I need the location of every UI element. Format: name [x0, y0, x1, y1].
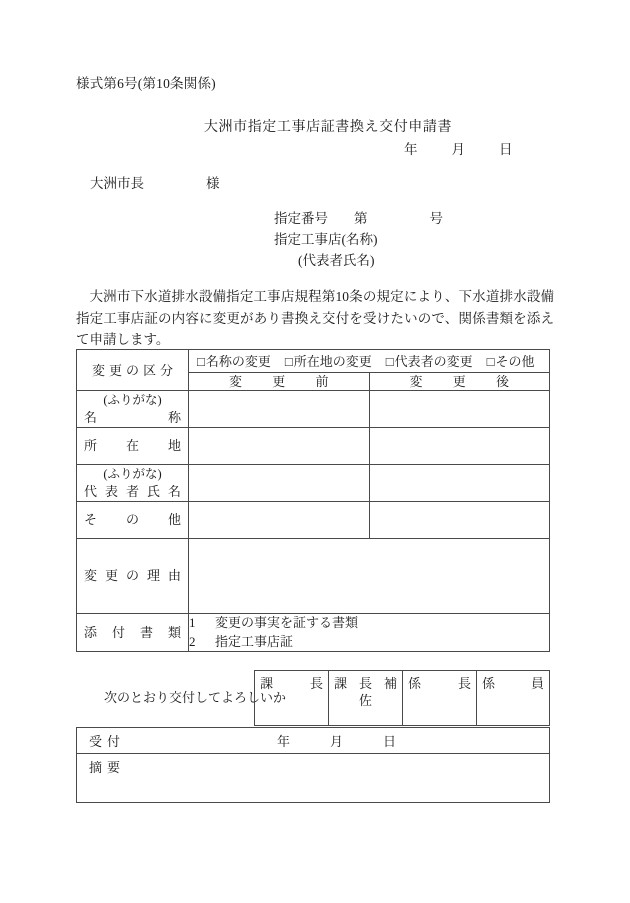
receipt-cell[interactable]	[77, 728, 550, 754]
row-label-other	[77, 502, 189, 539]
checkbox-address-change-label: 所在地の変更	[293, 354, 372, 369]
approval-question: 次のとおり交付してよろしいか	[103, 689, 286, 705]
row-label-representative-text: 代表者氏名	[84, 484, 181, 499]
before-column-header-cell	[189, 373, 370, 391]
row-furigana-name: (ふりがな)	[103, 393, 162, 407]
input-other-before[interactable]	[189, 502, 370, 539]
applicant-block	[274, 208, 443, 271]
page-title: 大洲市指定工事店証書換え交付申請書	[203, 120, 453, 135]
input-reason[interactable]	[189, 539, 550, 614]
approval-block	[76, 670, 550, 722]
addressee	[90, 172, 220, 192]
input-other-after[interactable]	[369, 502, 550, 539]
checkbox-other-change[interactable]: □	[486, 354, 495, 369]
attachment-text-2: 指定工事店証	[215, 633, 294, 649]
receipt-date-line	[277, 731, 396, 750]
stamp-header-row	[255, 671, 550, 726]
date-day-label: 日	[499, 142, 513, 157]
form-code: 様式第6号(第10条関係)	[76, 76, 216, 91]
row-label-representative	[77, 465, 189, 502]
checkbox-name-change-label: 名称の変更	[205, 354, 271, 369]
stamp-label-section-chief: 課長	[260, 676, 323, 691]
input-name-before[interactable]	[189, 391, 370, 428]
list-item	[189, 614, 549, 633]
stamp-cell-clerk[interactable]	[477, 671, 550, 726]
table-row-receipt	[77, 728, 550, 754]
body-paragraph: 大洲市下水道排水設備指定工事店規程第10条の規定により、下水道排水設備指定工事店証の内容に変更があり書換え交付を受けたいので、関係書類を添えて申請します。	[76, 289, 554, 347]
table-row-checkboxes	[77, 350, 550, 373]
remarks-cell[interactable]	[77, 754, 550, 803]
table-row	[77, 391, 550, 428]
representative-name-row	[274, 250, 443, 271]
stamp-cell-deputy-section-chief[interactable]	[329, 671, 403, 726]
approval-stamp-table	[254, 670, 550, 726]
checkbox-address-change[interactable]: □	[284, 354, 293, 369]
category-label: 変更の区分	[92, 363, 173, 378]
row-label-address-text: 所在地	[84, 438, 181, 453]
stamp-label-clerk: 係員	[482, 676, 544, 691]
checkbox-representative-change-label: 代表者の変更	[394, 354, 473, 369]
row-label-name-text: 名称	[84, 410, 181, 425]
table-row	[77, 465, 550, 502]
checkbox-other-change-label: その他	[495, 354, 535, 369]
stamp-cell-chief-clerk[interactable]	[403, 671, 477, 726]
list-item	[189, 633, 549, 652]
after-column-header-cell	[369, 373, 550, 391]
table-row-reason	[77, 539, 550, 614]
designation-number-label: 指定番号	[274, 211, 328, 226]
row-label-other-text: その他	[84, 512, 181, 527]
date-year-label: 年	[404, 142, 418, 157]
attachment-number-2: 2	[189, 633, 196, 649]
attachment-list	[189, 614, 550, 652]
receipt-day-label: 日	[383, 734, 397, 749]
stamp-label-deputy-line2: 佐	[358, 693, 372, 708]
row-furigana-representative: (ふりがな)	[103, 467, 162, 481]
table-row	[77, 428, 550, 465]
input-representative-before[interactable]	[189, 465, 370, 502]
table-row-attachments	[77, 614, 550, 652]
row-label-address	[77, 428, 189, 465]
input-address-after[interactable]	[369, 428, 550, 465]
reason-label: 変更の理由	[84, 568, 181, 583]
receipt-year-label: 年	[277, 734, 291, 749]
table-row	[77, 502, 550, 539]
checkbox-group-cell	[189, 350, 550, 373]
representative-label: (代表者氏名)	[298, 253, 375, 268]
attachment-label-cell	[77, 614, 189, 652]
receipt-label: 受付	[89, 734, 126, 749]
company-name-row: 指定工事店(名称)	[274, 232, 378, 247]
receipt-month-label: 月	[330, 734, 344, 749]
designation-number-row	[274, 208, 443, 229]
table-row-remarks	[77, 754, 550, 803]
input-address-before[interactable]	[189, 428, 370, 465]
after-column-header: 変更後	[409, 374, 509, 389]
input-representative-after[interactable]	[369, 465, 550, 502]
receipt-table	[76, 727, 550, 803]
stamp-label-deputy-line1: 課長補	[334, 676, 397, 691]
addressee-honorific: 様	[206, 176, 220, 191]
stamp-cell-section-chief[interactable]	[255, 671, 329, 726]
date-month-label: 月	[451, 142, 465, 157]
change-details-table	[76, 349, 550, 652]
attachment-text-1: 変更の事実を証する書類	[215, 615, 359, 630]
attachment-label: 添付書類	[84, 624, 181, 640]
category-label-cell	[77, 350, 189, 391]
addressee-name: 大洲市長	[90, 176, 144, 191]
row-label-name	[77, 391, 189, 428]
checkbox-name-change[interactable]: □	[197, 354, 205, 369]
reason-label-cell	[77, 539, 189, 614]
input-name-after[interactable]	[369, 391, 550, 428]
designation-number-gou: 号	[429, 211, 443, 226]
designation-number-dai: 第	[354, 211, 368, 226]
attachment-number-1: 1	[189, 615, 196, 630]
remarks-label: 摘要	[89, 760, 126, 775]
before-column-header: 変更前	[229, 374, 329, 389]
checkbox-representative-change[interactable]: □	[385, 354, 394, 369]
application-date-line	[404, 138, 513, 158]
stamp-label-chief-clerk: 係長	[408, 676, 471, 691]
